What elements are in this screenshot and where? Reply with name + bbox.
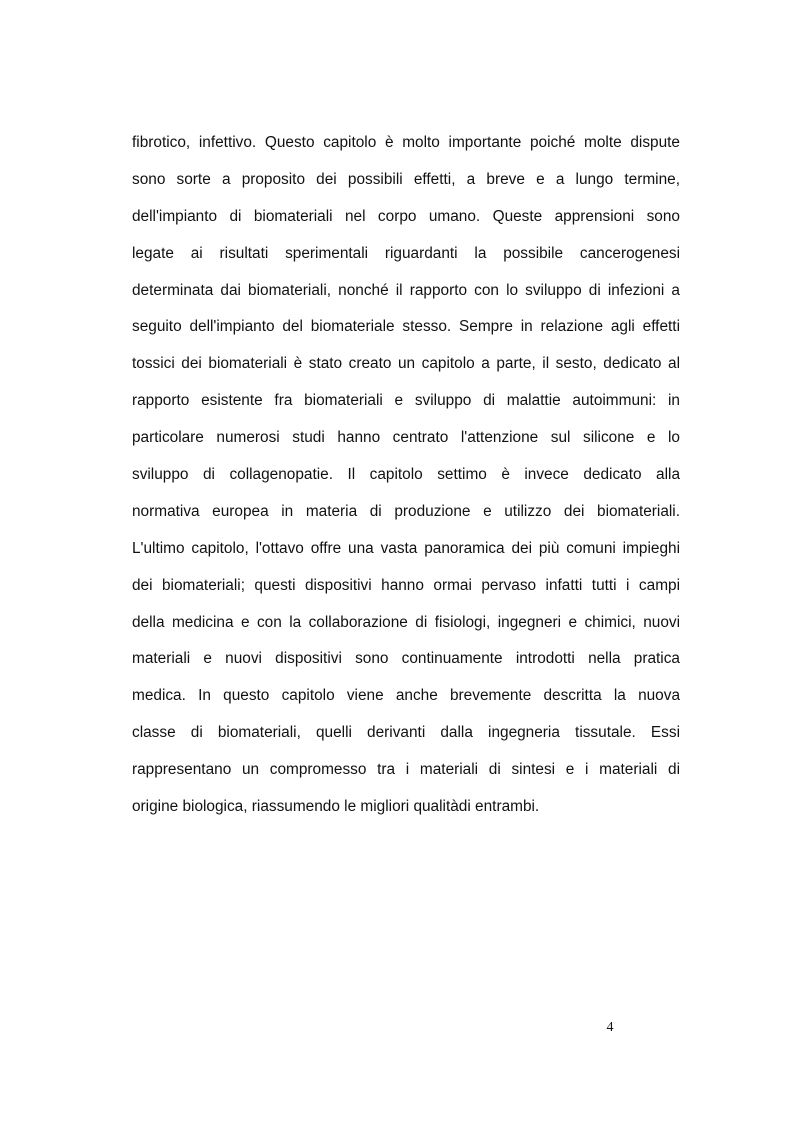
text-line: determinata dai biomateriali, nonché il rapporto con lo sviluppo di infezioni a [132,281,680,299]
text-line: L'ultimo capitolo, l'ottavo offre una vasta panoramica dei più comuni impieghi [132,539,680,557]
text-line: tossici dei biomateriali è stato creato un capitolo a parte, il sesto, dedicato al [132,355,680,373]
text-line: dell'impianto di biomateriali nel corpo umano. Queste apprensioni sono [132,207,680,225]
text-line: della medicina e con la collaborazione di fisiologi, ingegneri e chimici, nuovi [132,613,680,631]
text-line: medica. In questo capitolo viene anche brevemente descritta la nuova [132,687,680,705]
text-line: sono sorte a proposito dei possibili effetti, a breve e a lungo termine, [132,170,680,188]
text-line: normativa europea in materia di produzione e utilizzo dei biomateriali. [132,502,680,520]
text-line: dei biomateriali; questi dispositivi hanno ormai pervaso infatti tutti i campi [132,576,680,594]
body-paragraph [132,125,680,826]
text-line: seguito dell'impianto del biomateriale stesso. Sempre in relazione agli effetti [132,318,680,336]
text-line: origine biologica, riassumendo le migliori qualitàdi entrambi. [132,798,540,816]
text-line: fibrotico, infettivo. Questo capitolo è molto importante poiché molte dispute [132,134,680,151]
text-line: rappresentano un compromesso tra i materiali di sintesi e i materiali di [132,761,680,779]
text-line: legate ai risultati sperimentali riguardanti la possibile cancerogenesi [132,244,680,262]
page-number: 4 [606,1020,614,1035]
text-line: materiali e nuovi dispositivi sono continuamente introdotti nella pratica [132,650,680,668]
text-line: rapporto esistente fra biomateriali e sviluppo di malattie autoimmuni: in [132,392,680,410]
text-line: sviluppo di collagenopatie. Il capitolo settimo è invece dedicato alla [132,466,680,484]
text-line: particolare numerosi studi hanno centrato l'attenzione sul silicone e lo [132,429,680,447]
text-line: classe di biomateriali, quelli derivanti dalla ingegneria tissutale. Essi [132,724,680,742]
